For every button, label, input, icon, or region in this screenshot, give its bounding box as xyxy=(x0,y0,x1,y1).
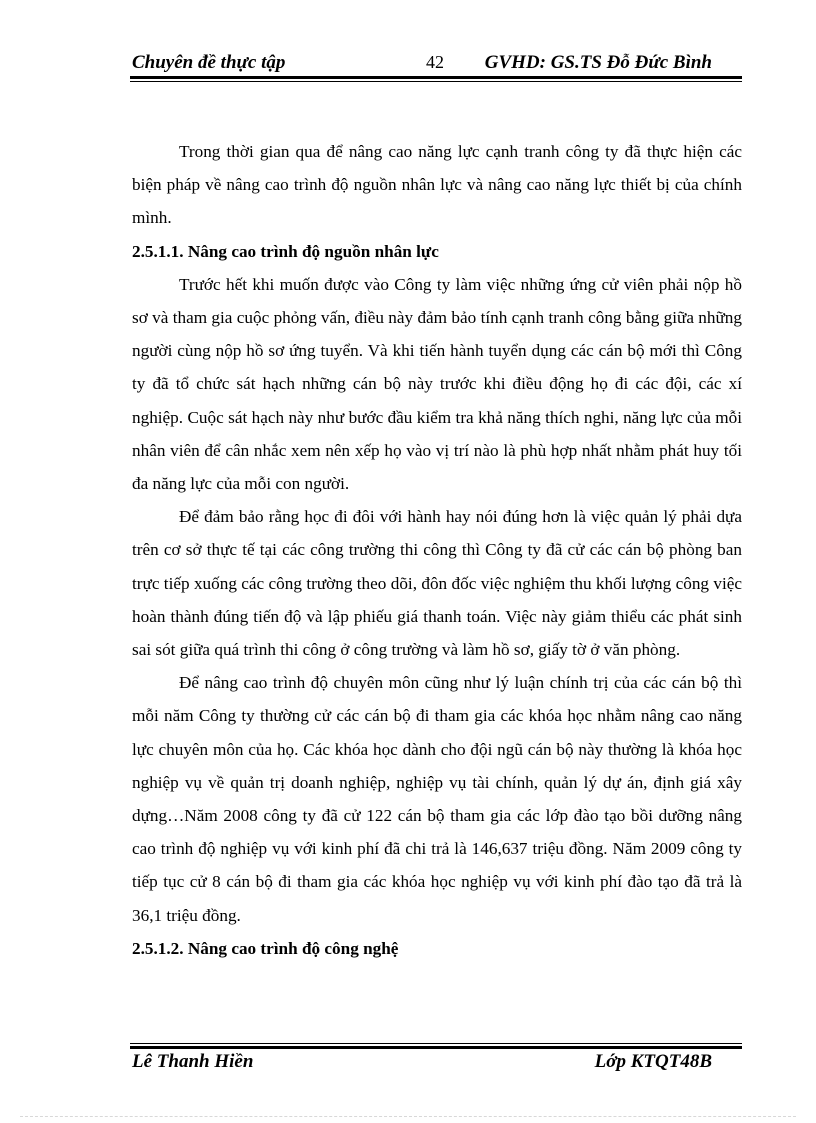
section-heading-technology: 2.5.1.2. Nâng cao trình độ công nghệ xyxy=(132,938,399,958)
page-body xyxy=(132,135,742,965)
paragraph-training: Để nâng cao trình độ chuyên môn cũng như lý luận chính trị của các cán bộ thì mỗi năm Công ty thường cử các cán bộ đi tham gia các khóa học nhằm nâng cao năng lực chuyên môn của họ. Các khóa học dành cho đội ngũ cán bộ này thường là khóa học nghiệp vụ về quản trị doanh nghiệp, nghiệp vụ tài chính, quản lý dự án, định giá xây dựng…Năm 2008 công ty đã cử 122 cán bộ tham gia các lớp đào tạo bồi dưỡng nâng cao trình độ nghiệp vụ với kinh phí đã chi trả là 146,637 triệu đồng. Năm 2009 công ty tiếp tục cử 8 cán bộ đi tham gia các khóa học nghiệp vụ với kinh phí đào tạo đã trả là 36,1 triệu đồng. xyxy=(132,673,742,925)
footer-author: Lê Thanh Hiền xyxy=(132,1051,254,1072)
section-heading-human-resources: 2.5.1.1. Nâng cao trình độ nguồn nhân lực xyxy=(132,241,439,261)
header-rule-thin xyxy=(130,81,742,82)
header-document-title: Chuyên đề thực tập xyxy=(132,52,286,73)
paragraph-recruitment: Trước hết khi muốn được vào Công ty làm việc những ứng cử viên phải nộp hồ sơ và tham gia cuộc phỏng vấn, điều này đảm bảo tính cạnh tranh công bằng giữa những người cùng nộp hồ sơ ứng tuyển. Và khi tiến hành tuyển dụng các cán bộ mới thì Công ty đã tổ chức sát hạch những cán bộ này trước khi điều động họ đi các đội, các xí nghiệp. Cuộc sát hạch này như bước đầu kiểm tra khả năng thích nghi, năng lực của mỗi nhân viên để cân nhắc xem nên xếp họ vào vị trí nào là phù hợp nhất nhằm phát huy tối đa năng lực của mỗi con người. xyxy=(132,274,742,494)
header-supervisor: GVHD: GS.TS Đỗ Đức Bình xyxy=(484,52,712,73)
page-number: 42 xyxy=(426,52,444,72)
page-footer xyxy=(130,1043,742,1083)
footer-rule-thick xyxy=(130,1046,742,1049)
footer-rule-thin xyxy=(130,1043,742,1044)
footer-class: Lớp KTQT48B xyxy=(594,1051,712,1072)
intro-paragraph: Trong thời gian qua để nâng cao năng lực cạnh tranh công ty đã thực hiện các biện pháp về nâng cao trình độ nguồn nhân lực và nâng cao năng lực thiết bị của chính mình. xyxy=(132,142,742,228)
paragraph-site-management: Để đảm bảo rằng học đi đôi với hành hay nói đúng hơn là việc quản lý phải dựa trên cơ sở thực tế tại các công trường thi công thì Công ty đã cử các cán bộ phòng ban trực tiếp xuống các công trường theo dõi, đôn đốc việc nghiệm thu khối lượng công việc hoàn thành đúng tiến độ và lập phiếu giá thanh toán. Việc này giảm thiểu các phát sinh sai sót giữa quá trình thi công ở công trường và làm hồ sơ, giấy tờ ở văn phòng. xyxy=(132,507,742,660)
page-edge-divider xyxy=(20,1116,796,1117)
header-rule-thick xyxy=(130,76,742,79)
page-header xyxy=(130,50,742,76)
